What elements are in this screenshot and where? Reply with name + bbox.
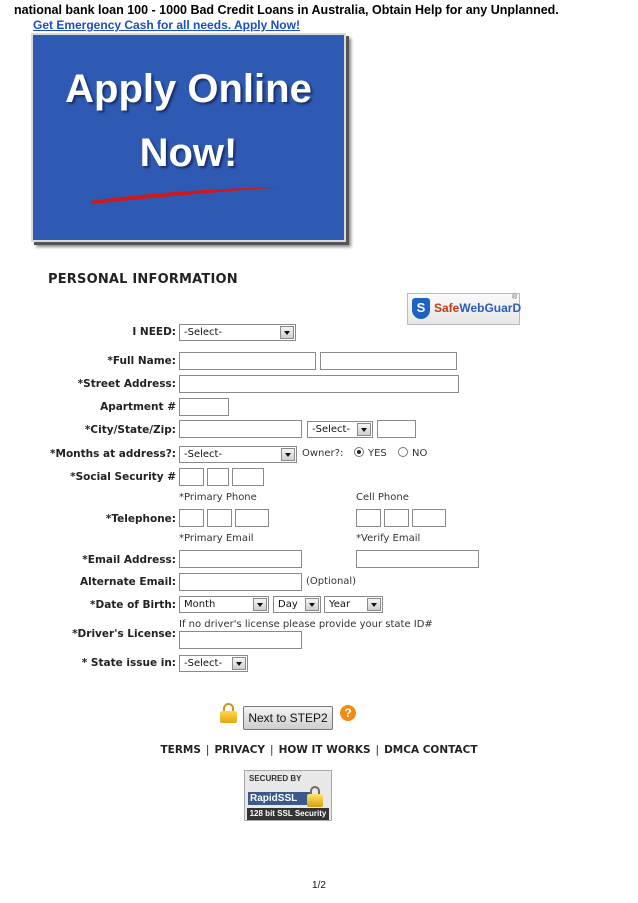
chevron-down-icon <box>232 657 246 670</box>
chevron-down-icon <box>305 598 319 611</box>
first-name-input[interactable] <box>179 352 316 370</box>
ssn-label: *Social Security # <box>70 471 176 483</box>
badge-registered-mark: ® <box>512 294 518 301</box>
terms-link[interactable]: TERMS <box>160 744 201 756</box>
need-select[interactable] <box>179 324 296 341</box>
chevron-down-icon <box>357 423 371 436</box>
driver-license-note: If no driver's license please provide your state ID# <box>179 619 433 630</box>
chevron-down-icon <box>280 326 294 339</box>
badge-webguard-text: WebGuarD <box>459 301 522 315</box>
phone-area-input[interactable] <box>179 509 204 527</box>
state-select-value: -Select- <box>312 424 351 435</box>
months-select[interactable] <box>179 446 297 463</box>
safewebguard-text <box>434 301 521 315</box>
lock-icon <box>220 703 237 722</box>
cell-prefix-input[interactable] <box>384 509 409 527</box>
need-label: I NEED: <box>132 326 176 338</box>
email-label: *Email Address: <box>82 554 176 566</box>
street-address-input[interactable] <box>179 375 459 393</box>
apartment-input[interactable] <box>179 398 229 416</box>
dob-year-value: Year <box>329 599 351 610</box>
months-select-value: -Select- <box>184 449 223 460</box>
driver-license-label: *Driver's License: <box>72 628 176 640</box>
cell-line-input[interactable] <box>412 509 446 527</box>
rapidssl-badge[interactable] <box>244 770 332 821</box>
dob-day-value: Day <box>278 599 298 610</box>
ssl-strength: 128 bit SSL Security <box>247 808 329 820</box>
state-issue-value: -Select- <box>184 658 223 669</box>
chevron-down-icon <box>367 598 381 611</box>
primary-email-note: *Primary Email <box>179 533 254 544</box>
owner-yes-label: YES <box>368 448 387 459</box>
telephone-label: *Telephone: <box>105 513 176 525</box>
ssl-secured-by: SECURED BY <box>249 774 302 783</box>
owner-no-radio[interactable] <box>398 447 408 457</box>
page-number: 1/2 <box>312 880 326 891</box>
full-name-label: *Full Name: <box>107 355 176 367</box>
ssn-part3-input[interactable] <box>232 468 264 486</box>
badge-safe-text: Safe <box>434 301 460 315</box>
section-heading: PERSONAL INFORMATION <box>48 272 238 287</box>
alternate-email-label: Alternate Email: <box>80 576 176 588</box>
driver-license-input[interactable] <box>179 631 302 649</box>
verify-email-input[interactable] <box>356 550 479 568</box>
privacy-link[interactable]: PRIVACY <box>214 744 266 756</box>
next-step-button[interactable]: Next to STEP2 <box>243 706 333 730</box>
apply-now-link[interactable]: Get Emergency Cash for all needs. Apply Now! <box>33 18 300 32</box>
document-title: national bank loan 100 - 1000 Bad Credit Loans in Australia, Obtain Help for any Unplanned. <box>14 3 559 17</box>
alternate-email-input[interactable] <box>179 573 302 591</box>
optional-note: (Optional) <box>306 576 357 587</box>
how-it-works-link[interactable]: HOW IT WORKS <box>278 744 371 756</box>
safewebguard-badge[interactable] <box>407 293 520 325</box>
months-at-address-label: *Months at address?: <box>50 448 176 460</box>
dob-year-select[interactable] <box>324 596 383 613</box>
footer-separator: | <box>375 744 380 756</box>
banner-line-1: Apply Online <box>65 67 312 111</box>
phone-line-input[interactable] <box>235 509 269 527</box>
need-select-value: -Select- <box>184 327 223 338</box>
help-icon[interactable]: ? <box>340 705 356 721</box>
apartment-label: Apartment # <box>100 401 176 413</box>
dob-day-select[interactable] <box>273 596 321 613</box>
last-name-input[interactable] <box>320 352 457 370</box>
red-swoosh-icon <box>88 183 288 205</box>
email-input[interactable] <box>179 550 302 568</box>
city-input[interactable] <box>179 420 302 438</box>
owner-yes-radio[interactable] <box>354 447 364 457</box>
street-address-label: *Street Address: <box>77 378 176 390</box>
state-select[interactable] <box>307 421 373 438</box>
phone-prefix-input[interactable] <box>207 509 232 527</box>
footer-links <box>0 744 638 756</box>
ssl-brand: RapidSSL <box>248 792 310 805</box>
ssn-part1-input[interactable] <box>179 468 204 486</box>
chevron-down-icon <box>281 448 295 461</box>
padlock-icon <box>307 786 323 808</box>
zip-input[interactable] <box>377 420 416 438</box>
footer-separator: | <box>205 744 210 756</box>
banner-line-2: Now! <box>139 131 238 175</box>
state-issue-select[interactable] <box>179 655 248 672</box>
dmca-contact-link[interactable]: DMCA CONTACT <box>384 744 478 756</box>
primary-phone-note: *Primary Phone <box>179 492 257 503</box>
dob-label: *Date of Birth: <box>90 599 176 611</box>
owner-no-label: NO <box>412 448 428 459</box>
footer-separator: | <box>270 744 274 756</box>
ssn-part2-input[interactable] <box>207 468 229 486</box>
city-state-zip-label: *City/State/Zip: <box>84 424 176 436</box>
apply-online-banner[interactable] <box>31 33 346 242</box>
owner-label: Owner?: <box>302 448 344 459</box>
dob-month-value: Month <box>184 599 216 610</box>
cell-area-input[interactable] <box>356 509 381 527</box>
verify-email-note: *Verify Email <box>356 533 421 544</box>
state-issue-label: * State issue in: <box>81 657 176 669</box>
cell-phone-note: Cell Phone <box>356 492 409 503</box>
dob-month-select[interactable] <box>179 596 269 613</box>
chevron-down-icon <box>253 598 267 611</box>
shield-icon: S <box>412 298 430 319</box>
